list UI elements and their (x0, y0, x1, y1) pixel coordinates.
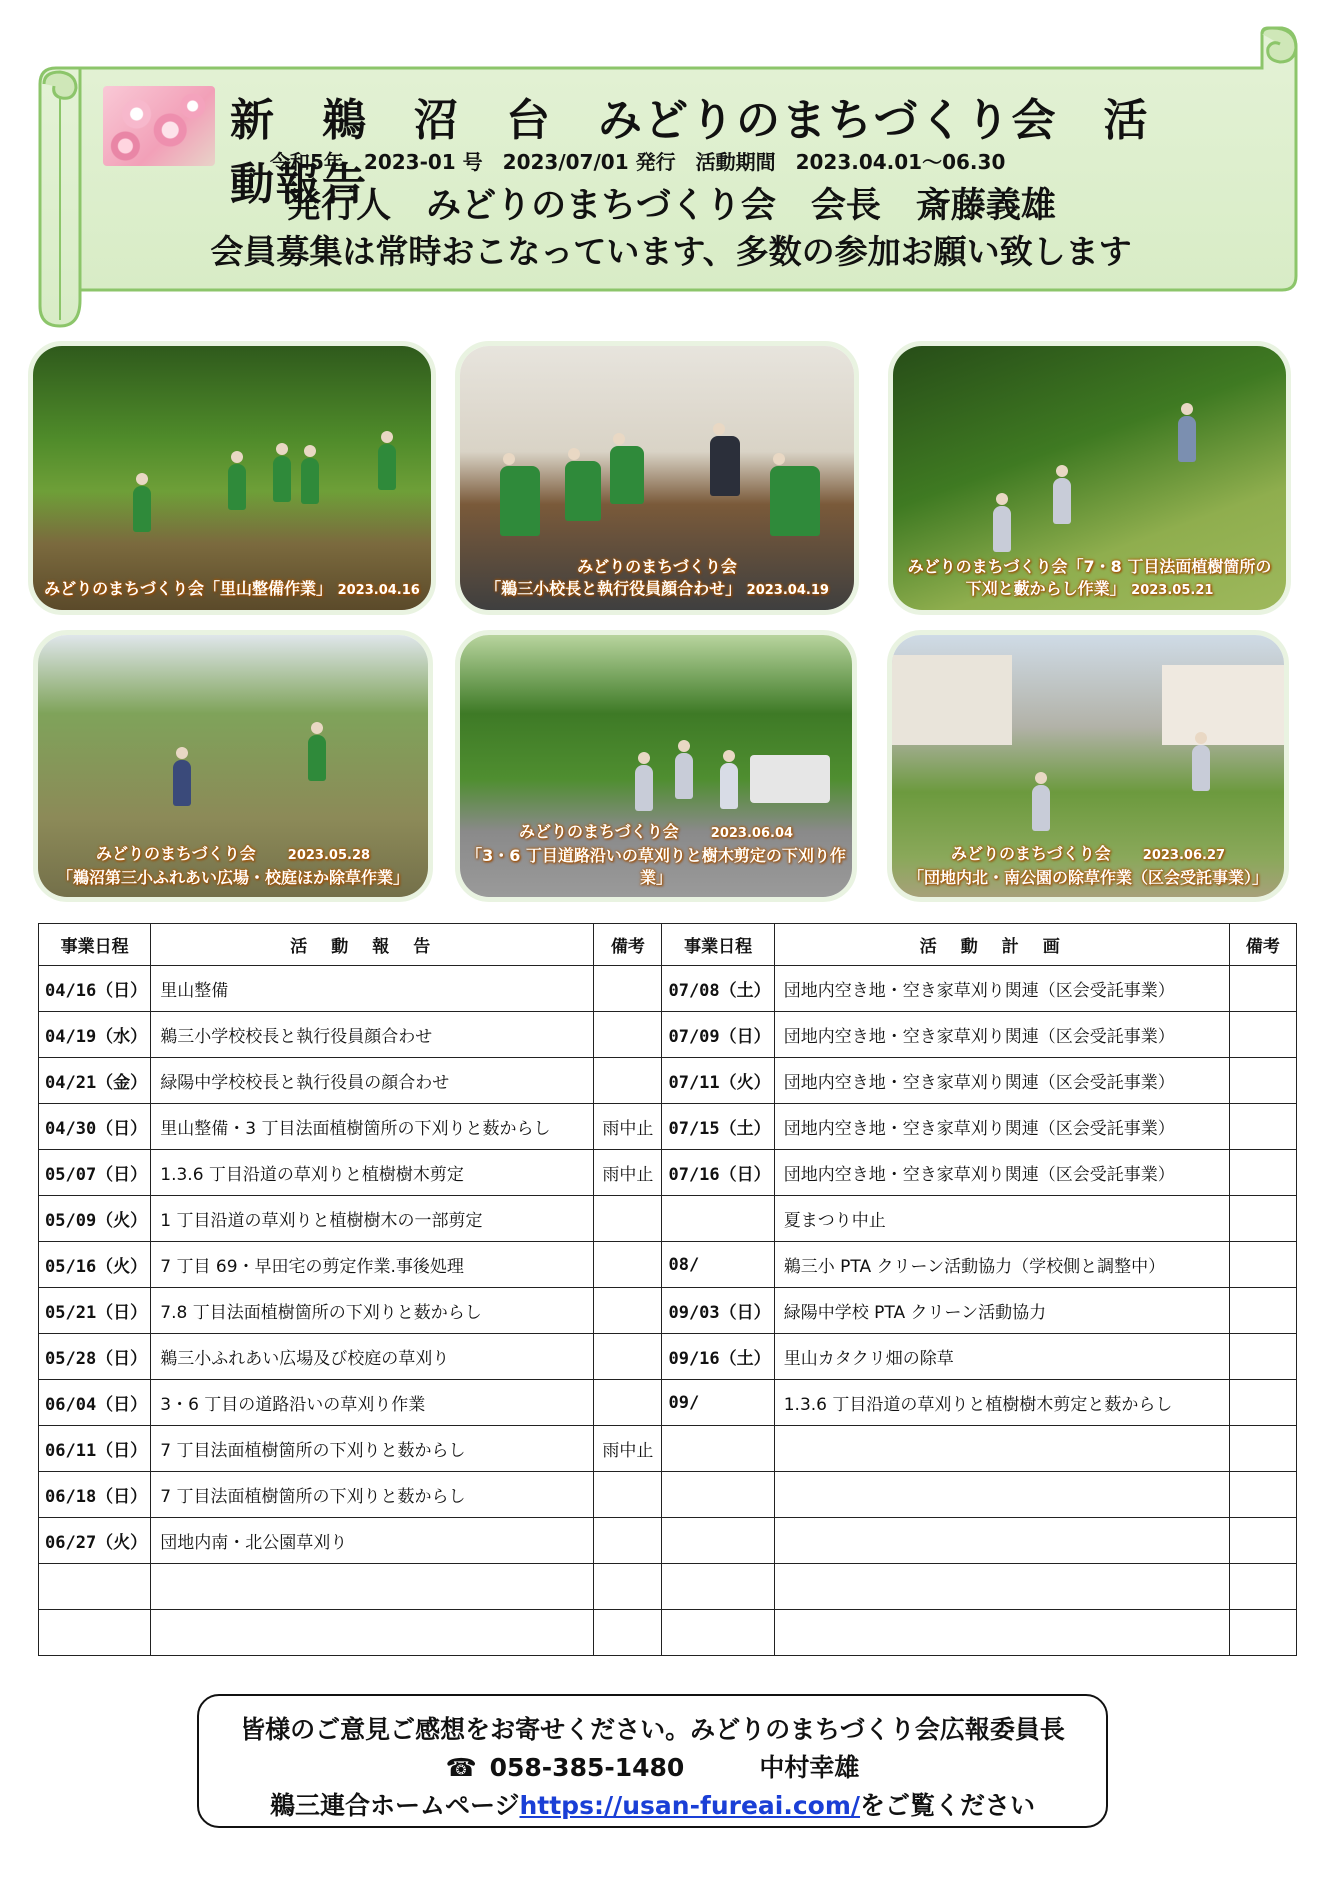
table-row (39, 1150, 1297, 1196)
plan-date-cell: 09/03（日） (662, 1288, 774, 1334)
photo-school-field (33, 630, 433, 902)
phone-icon: ☎ (445, 1753, 477, 1782)
report-date-cell (39, 1610, 151, 1656)
table-row (39, 1334, 1297, 1380)
photo-slope-weeding (888, 341, 1291, 615)
plan-remarks-cell (1229, 1564, 1296, 1610)
plan-remarks-cell (1229, 1012, 1296, 1058)
report-date-cell: 04/30（日） (39, 1104, 151, 1150)
plan-remarks-cell (1229, 1242, 1296, 1288)
report-remarks-cell: 雨中止 (594, 1104, 662, 1150)
report-activity-cell (151, 1610, 594, 1656)
plan-remarks-cell (1229, 1610, 1296, 1656)
photo-caption: みどりのまちづくり会「7・8 丁目法面植樹箇所の 下刈と藪からし作業」 2023.05.21 (907, 557, 1272, 598)
contact-name: 中村幸雄 (759, 1753, 860, 1782)
report-activity-cell: 3・6 丁目の道路沿いの草刈り作業 (151, 1380, 594, 1426)
table-row (39, 1242, 1297, 1288)
plan-activity-cell: 団地内空き地・空き家草刈り関連（区会受託事業） (774, 1104, 1229, 1150)
header-remarks-plan: 備考 (1229, 924, 1296, 966)
header-remarks: 備考 (594, 924, 662, 966)
header-date-plan: 事業日程 (662, 924, 774, 966)
plan-remarks-cell (1229, 1058, 1296, 1104)
report-date-cell: 06/04（日） (39, 1380, 151, 1426)
photo-caption: みどりのまちづくり会 2023.06.04 「3・6 丁目道路沿いの草刈りと樹木剪定の下刈り作業」 (466, 822, 846, 887)
table-row (39, 1472, 1297, 1518)
photo-caption: みどりのまちづくり会「里山整備作業」 2023.04.16 (44, 579, 420, 598)
report-remarks-cell (594, 1196, 662, 1242)
contact-box (197, 1694, 1108, 1828)
table-row (39, 1012, 1297, 1058)
homepage-line: 鵜三連合ホームページhttps://usan-fureai.com/をご覧ください (269, 1791, 1036, 1820)
report-remarks-cell (594, 1610, 662, 1656)
plan-remarks-cell (1229, 1518, 1296, 1564)
plan-activity-cell (774, 1564, 1229, 1610)
table-row (39, 966, 1297, 1012)
report-activity-cell: 団地内南・北公園草刈り (151, 1518, 594, 1564)
report-activity-cell: 里山整備・3 丁目法面植樹箇所の下刈りと薮からし (151, 1104, 594, 1150)
plan-remarks-cell (1229, 1104, 1296, 1150)
report-remarks-cell (594, 1380, 662, 1426)
plan-activity-cell: 団地内空き地・空き家草刈り関連（区会受託事業） (774, 966, 1229, 1012)
report-remarks-cell (594, 1012, 662, 1058)
plan-date-cell: 09/ (662, 1380, 774, 1426)
plan-date-cell: 08/ (662, 1242, 774, 1288)
plan-date-cell (662, 1426, 774, 1472)
report-date-cell: 06/11（日） (39, 1426, 151, 1472)
phone-line (199, 1748, 1106, 1784)
plan-date-cell: 09/16（土） (662, 1334, 774, 1380)
photo-caption: みどりのまちづくり会 「鵜三小校長と執行役員顔合わせ」 2023.04.19 (485, 557, 829, 598)
report-activity-cell: 7 丁目法面植樹箇所の下刈りと薮からし (151, 1426, 594, 1472)
report-activity-cell (151, 1564, 594, 1610)
table-row (39, 1058, 1297, 1104)
plan-date-cell (662, 1196, 774, 1242)
report-remarks-cell: 雨中止 (594, 1426, 662, 1472)
plan-activity-cell: 1.3.6 丁目沿道の草刈りと植樹樹木剪定と薮からし (774, 1380, 1229, 1426)
feedback-request: 皆様のご意見ご感想をお寄せください。みどりのまちづくり会広報委員長 (240, 1715, 1065, 1744)
photo-park (887, 630, 1289, 902)
activity-table (38, 923, 1297, 1656)
table-row (39, 1564, 1297, 1610)
photo-meeting (455, 341, 859, 615)
plan-date-cell: 07/16（日） (662, 1150, 774, 1196)
plan-activity-cell (774, 1518, 1229, 1564)
table-row (39, 1518, 1297, 1564)
homepage-link[interactable]: https://usan-fureai.com/ (519, 1791, 861, 1820)
plan-remarks-cell (1229, 1334, 1296, 1380)
plan-remarks-cell (1229, 1288, 1296, 1334)
report-remarks-cell (594, 1472, 662, 1518)
report-date-cell: 05/21（日） (39, 1288, 151, 1334)
publisher-line: 発行人 みどりのまちづくり会 会長 斎藤義雄 (286, 185, 1056, 226)
table-row (39, 1196, 1297, 1242)
plan-activity-cell (774, 1426, 1229, 1472)
plan-activity-cell (774, 1610, 1229, 1656)
report-remarks-cell: 雨中止 (594, 1150, 662, 1196)
plan-remarks-cell (1229, 966, 1296, 1012)
report-date-cell: 04/19（水） (39, 1012, 151, 1058)
report-activity-cell: 1 丁目沿道の草刈りと植樹樹木の一部剪定 (151, 1196, 594, 1242)
cherry-blossom-photo (103, 86, 215, 166)
report-date-cell: 05/28（日） (39, 1334, 151, 1380)
header-report: 活動報告 (151, 924, 594, 966)
plan-date-cell: 07/15（土） (662, 1104, 774, 1150)
plan-date-cell: 07/09（日） (662, 1012, 774, 1058)
report-remarks-cell (594, 1518, 662, 1564)
report-date-cell: 06/18（日） (39, 1472, 151, 1518)
report-activity-cell: 1.3.6 丁目沿道の草刈りと植樹樹木剪定 (151, 1150, 594, 1196)
plan-activity-cell: 団地内空き地・空き家草刈り関連（区会受託事業） (774, 1012, 1229, 1058)
plan-date-cell (662, 1564, 774, 1610)
report-date-cell: 04/16（日） (39, 966, 151, 1012)
report-remarks-cell (594, 1058, 662, 1104)
table-row (39, 1380, 1297, 1426)
plan-date-cell: 07/08（土） (662, 966, 774, 1012)
plan-activity-cell (774, 1472, 1229, 1518)
table-row (39, 1104, 1297, 1150)
plan-activity-cell: 緑陽中学校 PTA クリーン活動協力 (774, 1288, 1229, 1334)
header-date: 事業日程 (39, 924, 151, 966)
table-header-row (39, 924, 1297, 966)
plan-activity-cell: 団地内空き地・空き家草刈り関連（区会受託事業） (774, 1150, 1229, 1196)
report-activity-cell: 里山整備 (151, 966, 594, 1012)
table-row (39, 1610, 1297, 1656)
report-activity-cell: 7.8 丁目法面植樹箇所の下刈りと薮からし (151, 1288, 594, 1334)
plan-date-cell (662, 1472, 774, 1518)
plan-date-cell (662, 1518, 774, 1564)
report-remarks-cell (594, 1288, 662, 1334)
page-title: 新 鵜 沼 台 みどりのまちづくり会 活動報告 (230, 95, 1150, 210)
plan-remarks-cell (1229, 1150, 1296, 1196)
report-remarks-cell (594, 1334, 662, 1380)
photo-roadside (455, 630, 857, 902)
report-activity-cell: 7 丁目 69・早田宅の剪定作業.事後処理 (151, 1242, 594, 1288)
issue-info: 令和5年 2023-01 号 2023/07/01 発行 活動期間 2023.04.01～06.30 (270, 150, 1006, 174)
plan-remarks-cell (1229, 1472, 1296, 1518)
plan-date-cell (662, 1610, 774, 1656)
table-row (39, 1288, 1297, 1334)
plan-date-cell: 07/11（火） (662, 1058, 774, 1104)
recruitment-line: 会員募集は常時おこなっています、多数の参加お願い致します (210, 232, 1132, 271)
report-date-cell (39, 1564, 151, 1610)
report-date-cell: 04/21（金） (39, 1058, 151, 1104)
report-activity-cell: 鵜三小学校校長と執行役員顔合わせ (151, 1012, 594, 1058)
photo-caption: みどりのまちづくり会 2023.05.28 「鵜沼第三小ふれあい広場・校庭ほか除草作業」 (56, 844, 409, 887)
plan-activity-cell: 鵜三小 PTA クリーン活動協力（学校側と調整中） (774, 1242, 1229, 1288)
phone-number: 058-385-1480 (489, 1753, 685, 1782)
plan-activity-cell: 団地内空き地・空き家草刈り関連（区会受託事業） (774, 1058, 1229, 1104)
photo-satoyama (28, 341, 436, 615)
plan-remarks-cell (1229, 1196, 1296, 1242)
report-activity-cell: 緑陽中学校校長と執行役員の顔合わせ (151, 1058, 594, 1104)
header-plan: 活動計画 (774, 924, 1229, 966)
report-date-cell: 05/16（火） (39, 1242, 151, 1288)
report-remarks-cell (594, 966, 662, 1012)
plan-activity-cell: 里山カタクリ畑の除草 (774, 1334, 1229, 1380)
report-date-cell: 05/09（火） (39, 1196, 151, 1242)
report-date-cell: 06/27（火） (39, 1518, 151, 1564)
plan-remarks-cell (1229, 1426, 1296, 1472)
table-row (39, 1426, 1297, 1472)
report-date-cell: 05/07（日） (39, 1150, 151, 1196)
plan-activity-cell: 夏まつり中止 (774, 1196, 1229, 1242)
report-activity-cell: 鵜三小ふれあい広場及び校庭の草刈り (151, 1334, 594, 1380)
report-activity-cell: 7 丁目法面植樹箇所の下刈りと薮からし (151, 1472, 594, 1518)
plan-remarks-cell (1229, 1380, 1296, 1426)
report-remarks-cell (594, 1564, 662, 1610)
photo-caption: みどりのまちづくり会 2023.06.27 「団地内北・南公園の除草作業（区会受託事業）」 (907, 844, 1268, 887)
report-remarks-cell (594, 1242, 662, 1288)
